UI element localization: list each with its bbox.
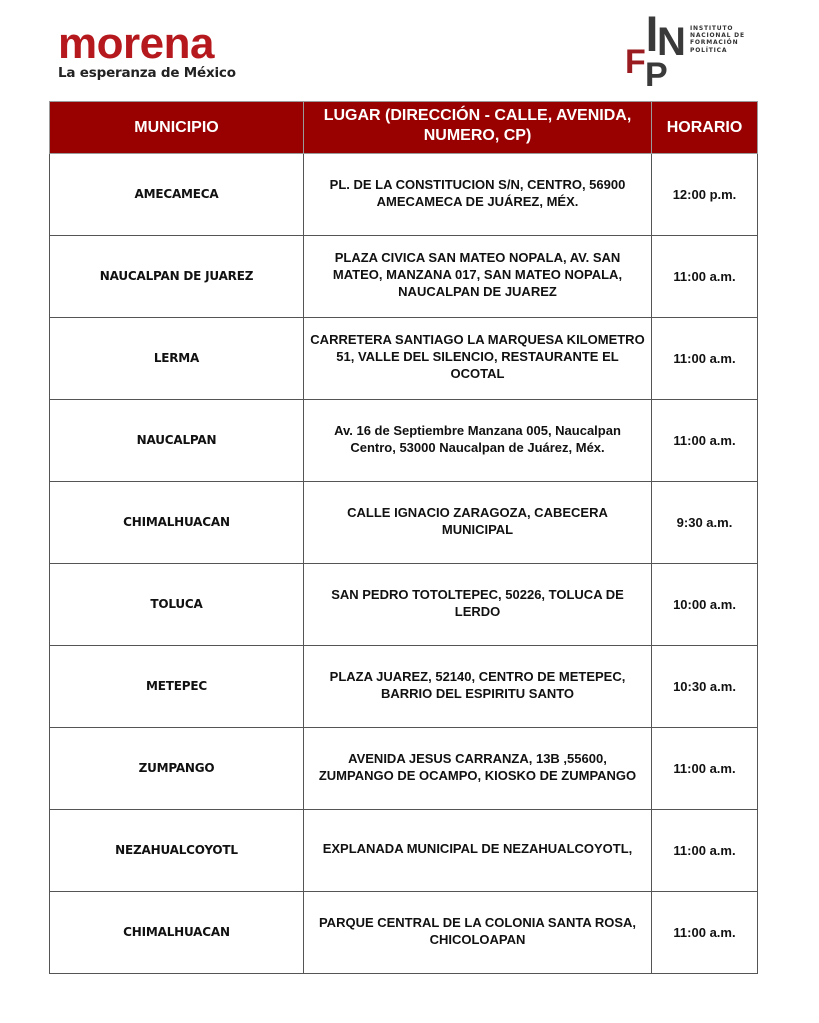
inf-logo-text-line: NACIONAL DE <box>690 32 745 40</box>
horario-cell: 11:00 a.m. <box>652 236 758 318</box>
lugar-cell: PLAZA JUAREZ, 52140, CENTRO DE METEPEC, BARRIO DEL ESPIRITU SANTO <box>304 646 652 728</box>
lugar-cell: PLAZA CIVICA SAN MATEO NOPALA, AV. SAN MATEO, MANZANA 017, SAN MATEO NOPALA, NAUCALPAN DE JUAREZ <box>304 236 652 318</box>
column-header-municipio: MUNICIPIO <box>50 102 304 154</box>
inf-logo-letter-n: N <box>657 20 686 64</box>
column-header-lugar: LUGAR (DIRECCIÓN - CALLE, AVENIDA, NUMERO, CP) <box>304 102 652 154</box>
table-row <box>50 482 758 564</box>
schedule-table <box>49 101 758 974</box>
table-row <box>50 400 758 482</box>
horario-cell: 9:30 a.m. <box>652 482 758 564</box>
table-row <box>50 236 758 318</box>
table-row <box>50 892 758 974</box>
lugar-cell: CALLE IGNACIO ZARAGOZA, CABECERA MUNICIPAL <box>304 482 652 564</box>
lugar-cell: Av. 16 de Septiembre Manzana 005, Naucalpan Centro, 53000 Naucalpan de Juárez, Méx. <box>304 400 652 482</box>
inf-logo-letter-i: I <box>645 6 659 62</box>
table-row <box>50 810 758 892</box>
morena-logo-tagline: La esperanza de México <box>58 65 236 81</box>
inf-logo-letter-f: F <box>625 43 646 81</box>
municipio-cell: TOLUCA <box>50 564 304 646</box>
lugar-cell: PARQUE CENTRAL DE LA COLONIA SANTA ROSA, CHICOLOAPAN <box>304 892 652 974</box>
municipio-cell: CHIMALHUACAN <box>50 482 304 564</box>
municipio-cell: METEPEC <box>50 646 304 728</box>
horario-cell: 11:00 a.m. <box>652 892 758 974</box>
horario-cell: 11:00 a.m. <box>652 400 758 482</box>
table-header-row <box>50 102 758 154</box>
inf-logo-text-line: FORMACIÓN <box>690 39 739 47</box>
morena-logo <box>58 19 258 81</box>
inf-logo-letter-p: P <box>645 56 668 94</box>
horario-cell: 11:00 a.m. <box>652 728 758 810</box>
municipio-cell: ZUMPANGO <box>50 728 304 810</box>
lugar-cell: EXPLANADA MUNICIPAL DE NEZAHUALCOYOTL, <box>304 810 652 892</box>
column-header-horario: HORARIO <box>652 102 758 154</box>
inf-logo-text-line: INSTITUTO <box>690 25 734 32</box>
municipio-cell: AMECAMECA <box>50 154 304 236</box>
horario-cell: 10:00 a.m. <box>652 564 758 646</box>
table-row <box>50 564 758 646</box>
municipio-cell: CHIMALHUACAN <box>50 892 304 974</box>
municipio-cell: LERMA <box>50 318 304 400</box>
table-row <box>50 318 758 400</box>
municipio-cell: NAUCALPAN <box>50 400 304 482</box>
lugar-cell: SAN PEDRO TOTOLTEPEC, 50226, TOLUCA DE LERDO <box>304 564 652 646</box>
municipio-cell: NEZAHUALCOYOTL <box>50 810 304 892</box>
horario-cell: 10:30 a.m. <box>652 646 758 728</box>
lugar-cell: AVENIDA JESUS CARRANZA, 13B ,55600, ZUMPANGO DE OCAMPO, KIOSKO DE ZUMPANGO <box>304 728 652 810</box>
table-body <box>50 154 758 974</box>
lugar-cell: CARRETERA SANTIAGO LA MARQUESA KILOMETRO 51, VALLE DEL SILENCIO, RESTAURANTE EL OCOTAL <box>304 318 652 400</box>
morena-logo-word: morena <box>58 19 214 68</box>
horario-cell: 11:00 a.m. <box>652 318 758 400</box>
horario-cell: 12:00 p.m. <box>652 154 758 236</box>
municipio-cell: NAUCALPAN DE JUAREZ <box>50 236 304 318</box>
table-row <box>50 154 758 236</box>
lugar-cell: PL. DE LA CONSTITUCION S/N, CENTRO, 56900 AMECAMECA DE JUÁREZ, MÉX. <box>304 154 652 236</box>
inf-logo-text-line: POLÍTICA <box>690 46 728 54</box>
table-row <box>50 728 758 810</box>
inf-logo-text <box>690 25 745 54</box>
table-row <box>50 646 758 728</box>
horario-cell: 11:00 a.m. <box>652 810 758 892</box>
